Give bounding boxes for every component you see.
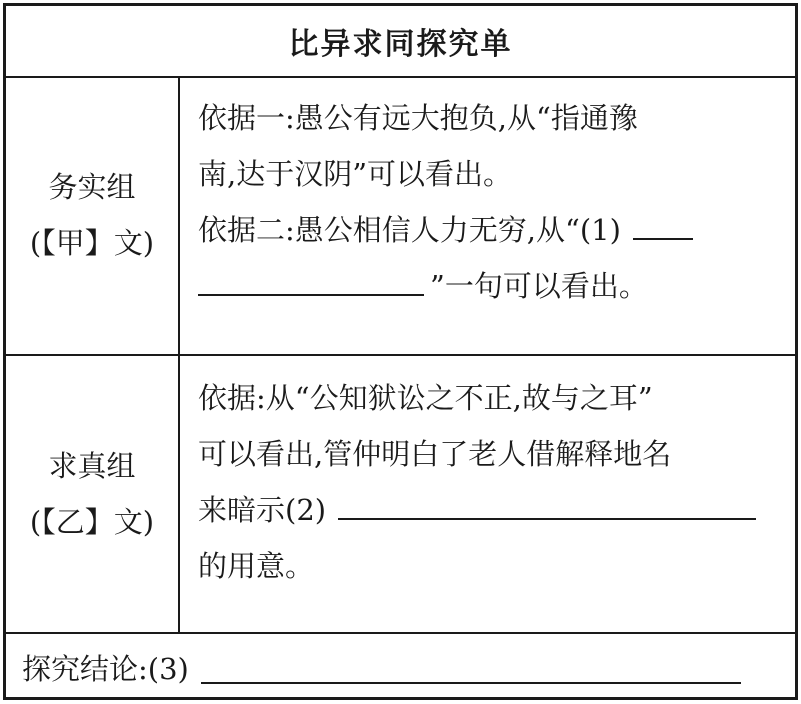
truth-group-label-cell	[6, 356, 180, 632]
truth-evidence-line-4: 的用意。	[198, 549, 315, 583]
practical-group-source: (【甲】文)	[29, 226, 155, 260]
truth-group-name: 求真组	[48, 449, 136, 483]
evidence-two-tail: ”一句可以看出。	[430, 269, 648, 303]
evidence-one-line-1: 依据一:愚公有远大抱负,从“指通豫	[198, 101, 638, 135]
conclusion-line	[22, 634, 741, 700]
answer-blank-1b[interactable]	[198, 262, 424, 296]
row-conclusion	[6, 634, 795, 700]
answer-blank-3[interactable]	[201, 650, 741, 684]
practical-group-name: 务实组	[48, 170, 136, 204]
truth-evidence-line-2: 可以看出,管仲明白了老人借解释地名	[198, 437, 672, 471]
truth-group-content	[180, 356, 795, 632]
truth-evidence-text: 来暗示(2)	[198, 493, 327, 527]
answer-blank-2[interactable]	[338, 486, 756, 520]
row-truth-group	[6, 356, 795, 634]
truth-evidence-line-1: 依据:从“公知狱讼之不正,故与之耳”	[198, 381, 653, 415]
answer-blank-1a[interactable]	[633, 206, 693, 240]
practical-group-label-cell	[6, 76, 180, 354]
sheet-title: 比异求同探究单	[6, 6, 795, 78]
evidence-two-line-1	[198, 202, 781, 258]
conclusion-label: 探究结论:(3)	[22, 651, 189, 686]
evidence-two-line-2	[198, 258, 781, 314]
truth-group-source: (【乙】文)	[29, 505, 155, 539]
evidence-two-text: 依据二:愚公相信人力无穷,从“(1)	[198, 213, 621, 247]
row-practical-group	[6, 76, 795, 356]
evidence-one-line-2: 南,达于汉阴”可以看出。	[198, 157, 513, 191]
inquiry-sheet-table	[3, 3, 798, 700]
practical-group-content	[180, 76, 795, 354]
truth-evidence-line-3	[198, 482, 781, 538]
